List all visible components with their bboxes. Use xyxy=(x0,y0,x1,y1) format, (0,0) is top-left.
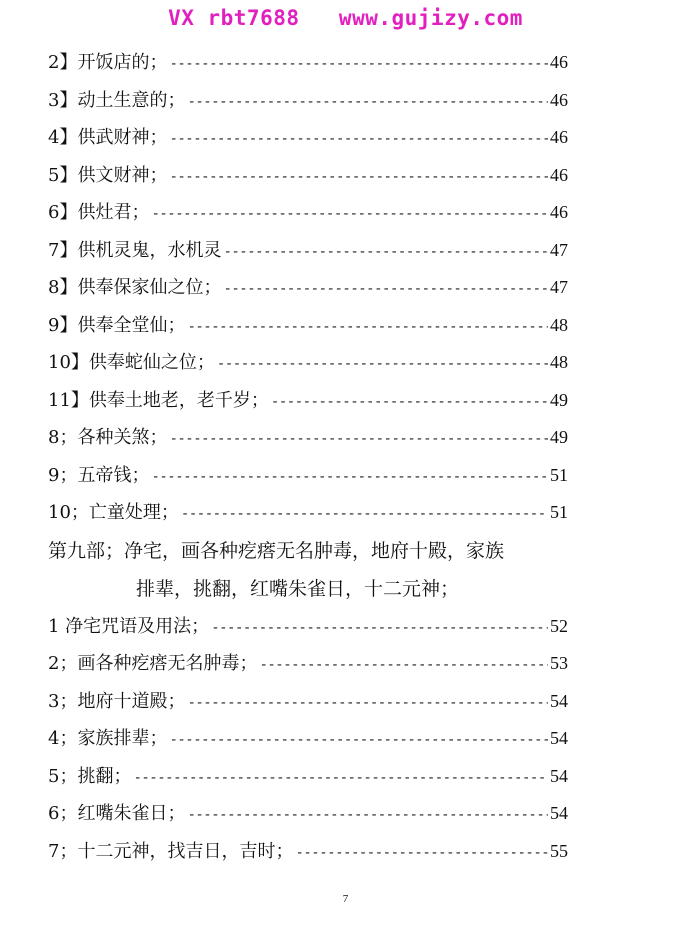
toc-entry-page: 46 xyxy=(550,127,568,147)
toc-entry-label: 11】供奉土地老，老千岁； xyxy=(48,389,269,411)
toc-entry xyxy=(48,157,568,195)
toc-entry xyxy=(48,645,568,683)
toc-leader xyxy=(223,271,548,307)
toc-leader xyxy=(223,234,548,270)
toc-entry-label: 10；亡童处理； xyxy=(48,502,179,523)
toc-entry xyxy=(48,307,568,345)
toc-leader xyxy=(133,760,548,796)
section-heading-line2: 排辈，挑翻，红嘴朱雀日，十二元神； xyxy=(136,577,460,600)
toc-entry-page: 48 xyxy=(550,314,568,335)
toc-entry-page: 51 xyxy=(550,464,568,485)
toc-leader xyxy=(169,722,548,758)
table-of-contents xyxy=(48,44,568,870)
toc-entry-label: 4】供武财神； xyxy=(48,127,168,148)
toc-entry xyxy=(48,683,568,721)
toc-entry xyxy=(48,82,568,120)
toc-entry xyxy=(48,720,568,758)
section-heading xyxy=(48,532,568,608)
toc-entry xyxy=(48,194,568,232)
page-number: 7 xyxy=(342,893,349,905)
section-heading-line1: 第九部；净宅，画各种疙瘩无名肿毒，地府十殿，家族 xyxy=(48,539,505,562)
toc-entry xyxy=(48,457,568,495)
toc-entry-page: 49 xyxy=(550,427,568,447)
toc-leader xyxy=(169,159,548,195)
toc-entry-page: 54 xyxy=(550,728,568,748)
toc-entry-label: 5】供文财神； xyxy=(48,164,168,186)
toc-leader xyxy=(169,421,548,457)
toc-entry-page: 46 xyxy=(550,89,568,110)
watermark-text: VX rbt7688 www.gujizy.com xyxy=(168,6,523,30)
toc-entry xyxy=(48,758,568,796)
toc-entry-label: 2】开饭店的； xyxy=(48,52,168,73)
toc-leader xyxy=(187,797,548,833)
toc-entry-label: 4；家族排辈； xyxy=(48,728,168,749)
toc-entry-label: 6；红嘴朱雀日； xyxy=(48,803,186,824)
toc-entry-page: 46 xyxy=(550,164,568,185)
toc-entry-page: 47 xyxy=(550,239,568,260)
toc-leader xyxy=(169,121,548,157)
toc-leader xyxy=(295,835,548,871)
toc-leader xyxy=(169,46,548,82)
toc-entry xyxy=(48,232,568,270)
toc-entry-label: 1 净宅咒语及用法； xyxy=(48,615,210,637)
toc-entry-page: 54 xyxy=(550,690,568,711)
toc-entry-page: 47 xyxy=(550,277,568,297)
toc-entry-page: 52 xyxy=(550,615,568,636)
toc-leader xyxy=(151,196,548,232)
toc-leader xyxy=(187,84,548,120)
toc-entry-label: 2；画各种疙瘩无名肿毒； xyxy=(48,653,258,674)
toc-entry xyxy=(48,795,568,833)
toc-entry xyxy=(48,419,568,457)
toc-entry-label: 5；挑翻； xyxy=(48,765,132,787)
toc-entry-page: 55 xyxy=(550,840,568,861)
toc-entry-page: 54 xyxy=(550,803,568,823)
toc-entry xyxy=(48,119,568,157)
toc-entry-label: 8；各种关煞； xyxy=(48,427,168,448)
toc-entry xyxy=(48,44,568,82)
toc-entry-label: 8】供奉保家仙之位； xyxy=(48,277,222,298)
toc-entry-page: 48 xyxy=(550,352,568,372)
toc-leader xyxy=(187,685,548,721)
toc-entry-page: 49 xyxy=(550,389,568,410)
toc-leader xyxy=(181,496,548,532)
toc-leader xyxy=(217,346,548,382)
toc-entry-label: 7；十二元神，找吉日，吉时； xyxy=(48,840,294,862)
toc-entry-label: 9】供奉全堂仙； xyxy=(48,314,186,336)
toc-entry-page: 46 xyxy=(550,202,568,222)
toc-entry-page: 46 xyxy=(550,52,568,72)
toc-leader xyxy=(271,384,548,420)
toc-entry xyxy=(48,382,568,420)
toc-entry-label: 7】供机灵鬼，水机灵 xyxy=(48,239,222,261)
toc-entry-page: 51 xyxy=(550,502,568,522)
toc-entry-label: 6】供灶君； xyxy=(48,202,150,223)
toc-entry xyxy=(48,344,568,382)
toc-leader xyxy=(151,459,548,495)
toc-leader xyxy=(211,610,548,646)
toc-entry xyxy=(48,608,568,646)
toc-entry-label: 10】供奉蛇仙之位； xyxy=(48,352,215,373)
toc-entry-page: 53 xyxy=(550,653,568,673)
toc-leader xyxy=(259,647,548,683)
toc-entry xyxy=(48,833,568,871)
toc-entry-label: 3；地府十道殿； xyxy=(48,690,186,712)
toc-entry-page: 54 xyxy=(550,765,568,786)
toc-entry-label: 9；五帝钱； xyxy=(48,464,150,486)
toc-leader xyxy=(187,309,548,345)
toc-entry xyxy=(48,269,568,307)
toc-entry xyxy=(48,494,568,532)
toc-entry-label: 3】动土生意的； xyxy=(48,89,186,111)
